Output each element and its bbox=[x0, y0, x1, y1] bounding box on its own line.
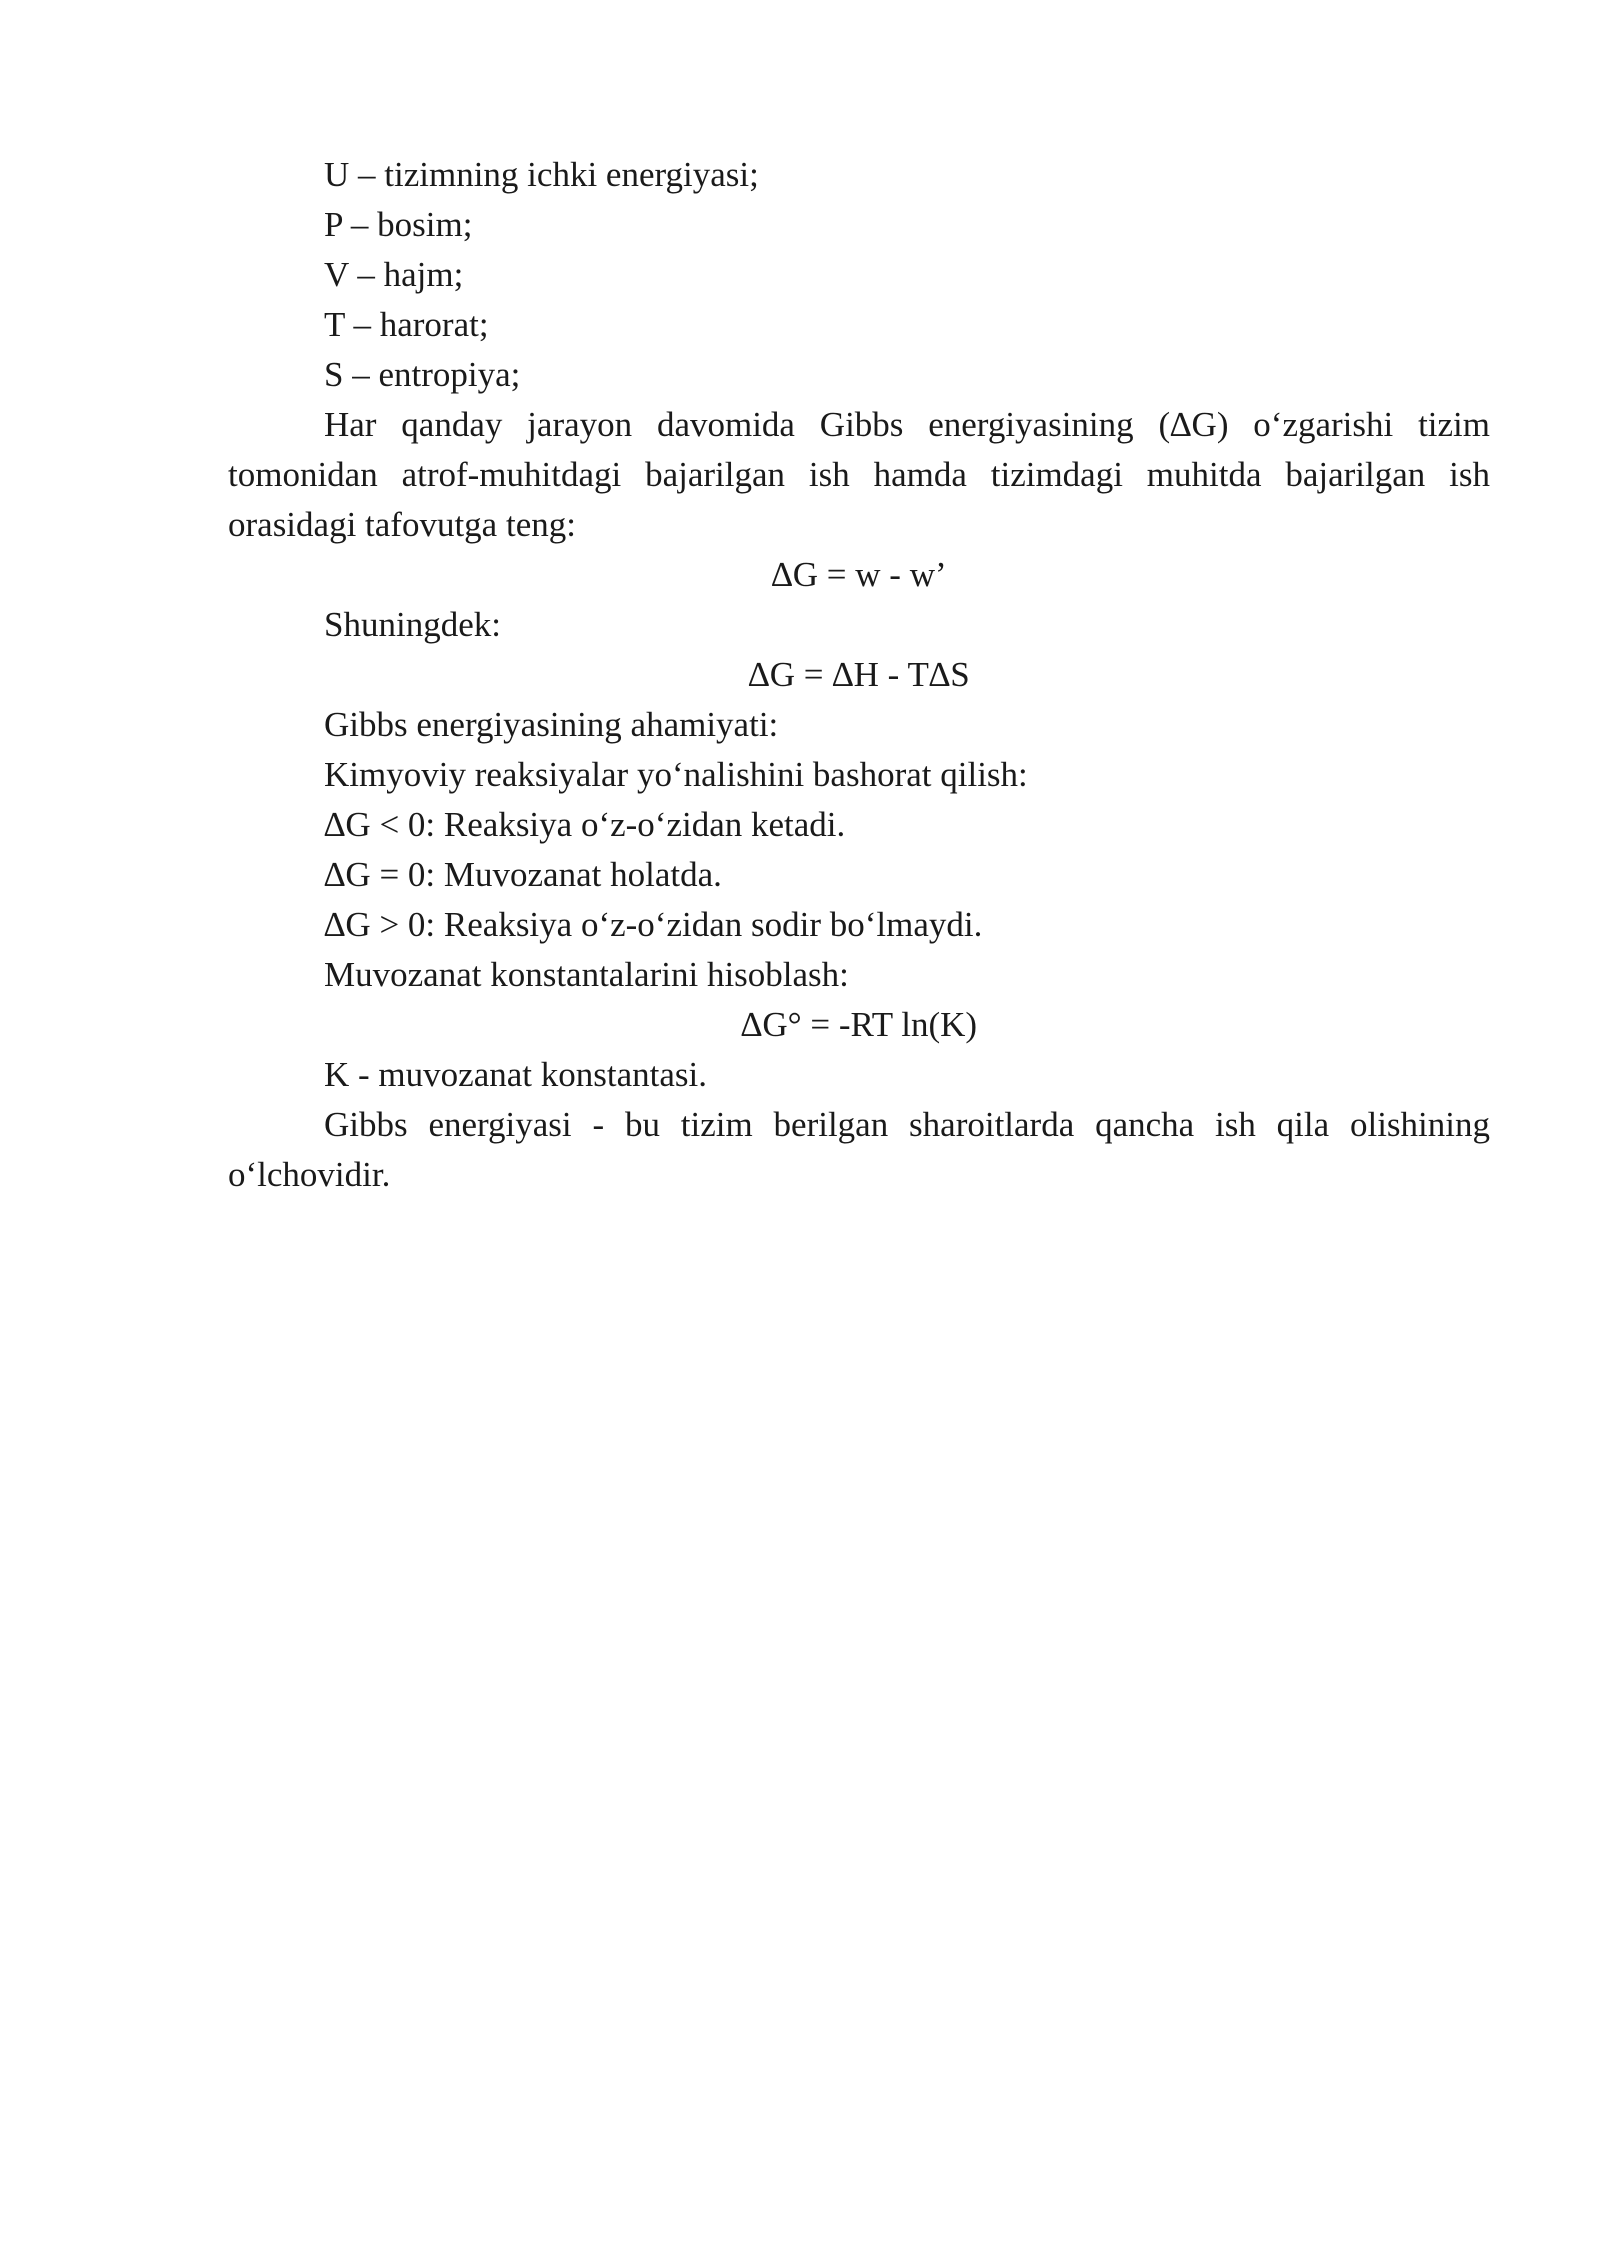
condition-nonspontaneous: ∆G > 0: Reaksiya oʻz-oʻzidan sodir boʻlmaydi. bbox=[324, 905, 983, 944]
definition-temperature: T – harorat; bbox=[324, 305, 489, 344]
formula-equilibrium: ∆G° = -RT ln(K) bbox=[740, 1005, 978, 1044]
definition-entropy: S – entropiya; bbox=[324, 355, 521, 394]
line-importance: Gibbs energiyasining ahamiyati: bbox=[324, 705, 779, 744]
line-k-definition: K - muvozanat konstantasi. bbox=[324, 1055, 707, 1094]
paragraph-gibbs-change: Har qanday jarayon davomida Gibbs energiyasining (∆G) oʻzgarishi tizim tomonidan atrof-muhitdagi bajarilgan ish hamda tizimdagi muhitda bajarilgan ish orasidagi tafovutga teng: bbox=[228, 405, 1490, 544]
condition-spontaneous: ∆G < 0: Reaksiya oʻz-oʻzidan ketadi. bbox=[324, 805, 846, 844]
definition-internal-energy: U – tizimning ichki energiyasi; bbox=[324, 155, 759, 194]
definition-volume: V – hajm; bbox=[324, 255, 464, 294]
definition-pressure: P – bosim; bbox=[324, 205, 473, 244]
line-equilibrium-calc: Muvozanat konstantalarini hisoblash: bbox=[324, 955, 849, 994]
condition-equilibrium: ∆G = 0: Muvozanat holatda. bbox=[324, 855, 722, 894]
formula-enthalpy: ∆G = ∆H - T∆S bbox=[748, 655, 970, 694]
formula-work: ∆G = w - w’ bbox=[771, 555, 947, 594]
line-predict: Kimyoviy reaksiyalar yoʻnalishini bashorat qilish: bbox=[324, 755, 1028, 794]
line-also: Shuningdek: bbox=[324, 605, 501, 644]
paragraph-conclusion: Gibbs energiyasi - bu tizim berilgan sharoitlarda qancha ish qila olishining oʻlchovidir. bbox=[228, 1105, 1490, 1194]
document-body bbox=[228, 150, 1490, 1200]
